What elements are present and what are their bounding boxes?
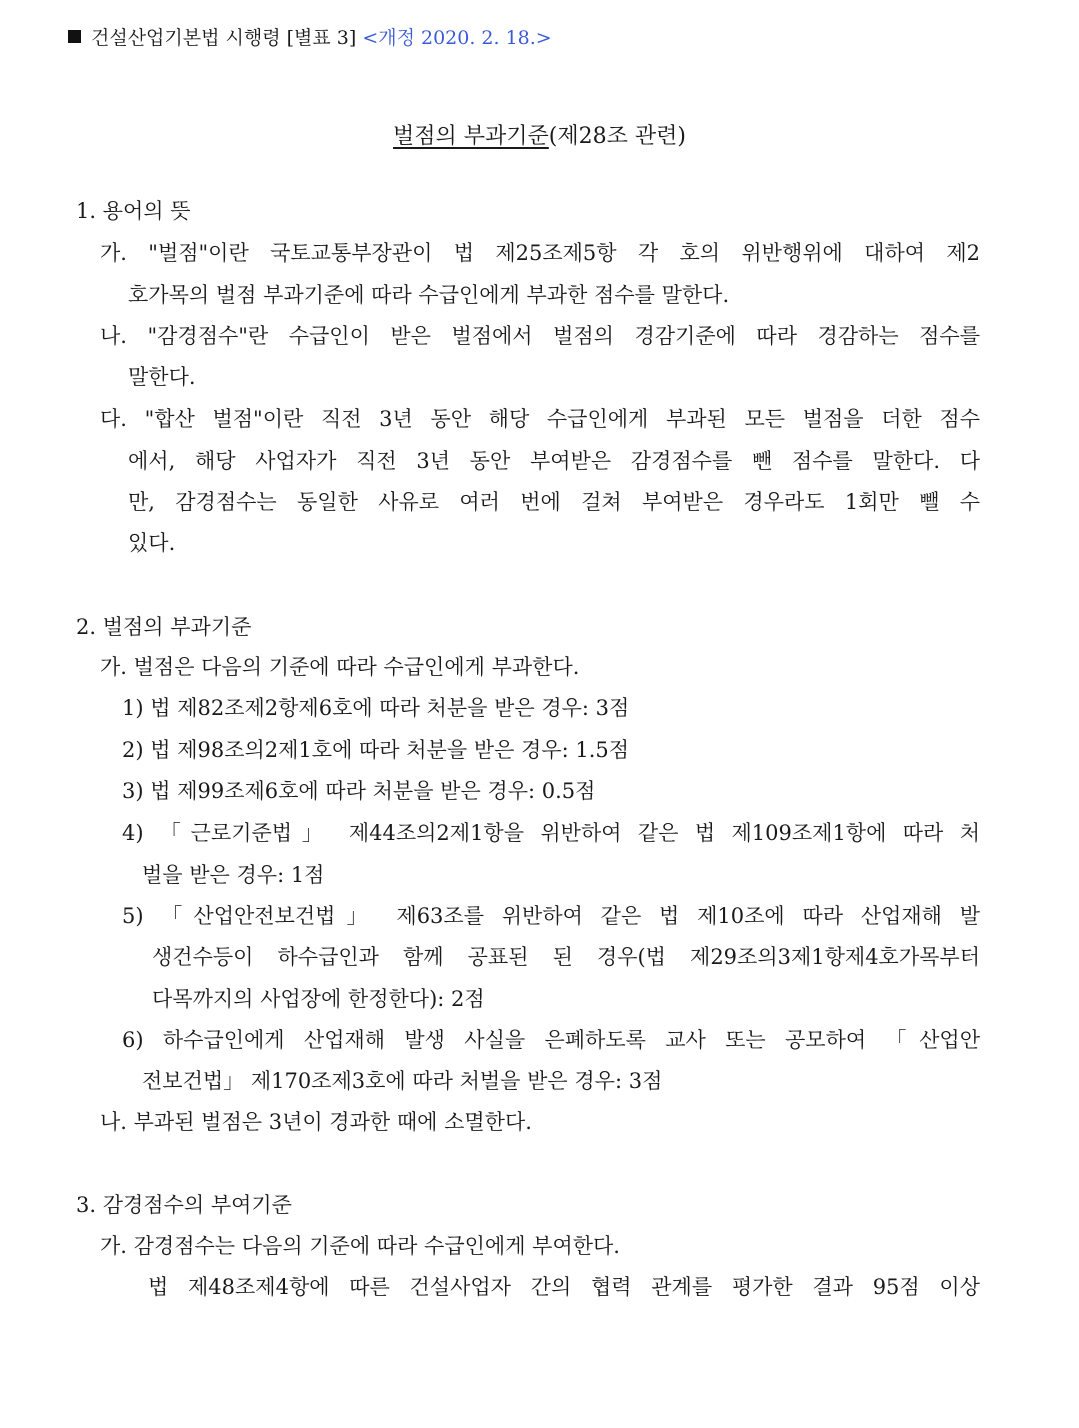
section-3-body-line-1: 법 제48조제4항에 따른 건설사업자 간의 협력 관계를 평가한 결과 95점 이상	[148, 1275, 980, 1299]
section-2-heading: 2. 벌점의 부과기준	[76, 615, 252, 639]
section-2-item-2: 2) 법 제98조의2제1호에 따라 처분을 받은 경우: 1.5점	[122, 738, 630, 762]
section-2-ga: 가. 벌점은 다음의 기준에 따라 수급인에게 부과한다.	[100, 655, 580, 679]
section-2-item-5-line-1: 5) 「산업안전보건법」 제63조를 위반하여 같은 법 제10조에 따라 산업재해 발	[122, 904, 980, 928]
section-3-heading: 3. 감경점수의 부여기준	[76, 1193, 292, 1217]
section-1-na-line-2: 말한다.	[128, 365, 196, 389]
section-1-na-line-1: 나. "감경점수"란 수급인이 받은 벌점에서 벌점의 경감기준에 따라 경감하는 점수를	[100, 324, 980, 348]
bullet-square-icon	[68, 30, 81, 43]
section-2-item-4-line-1: 4) 「근로기준법」 제44조의2제1항을 위반하여 같은 법 제109조제1항에 따라 처	[122, 821, 980, 845]
law-name: 건설산업기본법 시행령 [별표 3]	[91, 27, 357, 49]
page-title	[0, 120, 1079, 154]
section-2-item-3: 3) 법 제99조제6호에 따라 처분을 받은 경우: 0.5점	[122, 779, 596, 803]
section-3-ga: 가. 감경점수는 다음의 기준에 따라 수급인에게 부여한다.	[100, 1234, 620, 1258]
section-1-da-line-1: 다. "합산 벌점"이란 직전 3년 동안 해당 수급인에게 부과된 모든 벌점을 더한 점수	[100, 407, 980, 431]
revision-note: <개정 2020. 2. 18.>	[362, 27, 552, 49]
section-1-ga-line-1: 가. "벌점"이란 국토교통부장관이 법 제25조제5항 각 호의 위반행위에 대하여 제2	[100, 241, 980, 265]
section-2-item-1: 1) 법 제82조제2항제6호에 따라 처분을 받은 경우: 3점	[122, 696, 630, 720]
section-1-heading: 1. 용어의 뜻	[76, 199, 191, 223]
title-main: 벌점의 부과기준	[393, 124, 549, 149]
section-2-item-4-line-2: 벌을 받은 경우: 1점	[142, 863, 325, 887]
section-1-da-line-2: 에서, 해당 사업자가 직전 3년 동안 부여받은 감경점수를 뺀 점수를 말한다. 다	[128, 449, 980, 473]
section-2-item-5-line-2: 생건수등이 하수급인과 함께 공표된 된 경우(법 제29조의3제1항제4호가목부터	[152, 945, 980, 969]
section-2-na: 나. 부과된 벌점은 3년이 경과한 때에 소멸한다.	[100, 1110, 532, 1134]
section-1-da-line-4: 있다.	[128, 531, 176, 555]
section-1-da-line-3: 만, 감경점수는 동일한 사유로 여러 번에 걸쳐 부여받은 경우라도 1회만 뺄 수	[128, 490, 980, 514]
section-2-item-6-line-2: 전보건법」 제170조제3호에 따라 처벌을 받은 경우: 3점	[142, 1069, 663, 1093]
section-1-ga-line-2: 호가목의 벌점 부과기준에 따라 수급인에게 부과한 점수를 말한다.	[128, 283, 730, 307]
title-sub: (제28조 관련)	[548, 124, 686, 149]
law-header	[68, 24, 552, 52]
section-2-item-6-line-1: 6) 하수급인에게 산업재해 발생 사실을 은폐하도록 교사 또는 공모하여 「산업안	[122, 1028, 980, 1052]
section-2-item-5-line-3: 다목까지의 사업장에 한정한다): 2점	[152, 987, 485, 1011]
